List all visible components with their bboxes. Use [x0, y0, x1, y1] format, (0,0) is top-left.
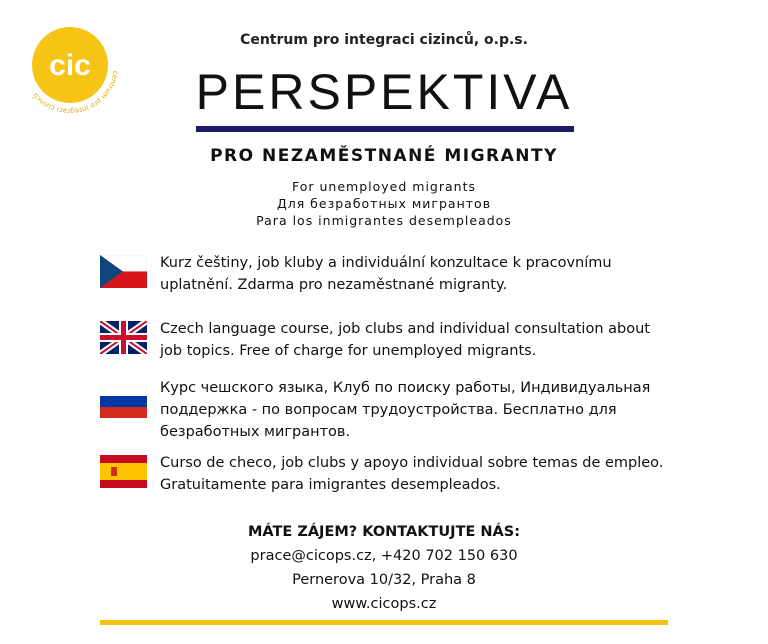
- bottom-divider: [100, 620, 668, 625]
- contact-address: Pernerova 10/32, Praha 8: [292, 572, 476, 588]
- title-underline: [196, 126, 574, 132]
- spanish-flag-icon: [100, 455, 147, 488]
- contact-block: [0, 520, 768, 616]
- language-text-english: Czech language course, job clubs and individual consultation about job topics. Free of charge for unemployed migrants.: [160, 321, 650, 359]
- organization-name: Centrum pro integraci cizinců, o.p.s.: [240, 32, 528, 48]
- page-title: PERSPEKTIVA: [195, 64, 573, 120]
- logo-mark: cic: [49, 49, 91, 82]
- subtitle-translations: [0, 178, 768, 229]
- translation-english: For unemployed migrants: [292, 179, 476, 194]
- translation-russian: Для безработных мигрантов: [276, 196, 492, 211]
- czech-flag-icon: [100, 255, 147, 288]
- contact-heading: MÁTE ZÁJEM? KONTAKTUJTE NÁS:: [247, 524, 521, 540]
- contact-email-phone[interactable]: prace@cicops.cz, +420 702 150 630: [250, 548, 518, 564]
- language-text-spanish: Curso de checo, job clubs y apoyo individual sobre temas de empleo. Gratuitamente para imigrantes desempleados.: [160, 455, 664, 493]
- language-text-czech: Kurz češtiny, job kluby a individuální konzultace k pracovnímu uplatnění. Zdarma pro nezaměstnané migranty.: [160, 255, 612, 293]
- page-subtitle: PRO NEZAMĚSTNANÉ MIGRANTY: [210, 146, 558, 166]
- contact-website[interactable]: www.cicops.cz: [331, 596, 437, 612]
- logo-ring-text: centrum pro integraci cizinců: [31, 70, 120, 115]
- language-text-russian: Курс чешского языка, Клуб по поиску работы, Индивидуальная поддержка - по вопросам трудоустройства. Бесплатно для безработных мигрантов.: [160, 380, 651, 440]
- russian-flag-icon: [100, 385, 147, 418]
- uk-flag-icon: [100, 321, 147, 354]
- translation-spanish: Para los inmigrantes desempleados: [256, 213, 512, 228]
